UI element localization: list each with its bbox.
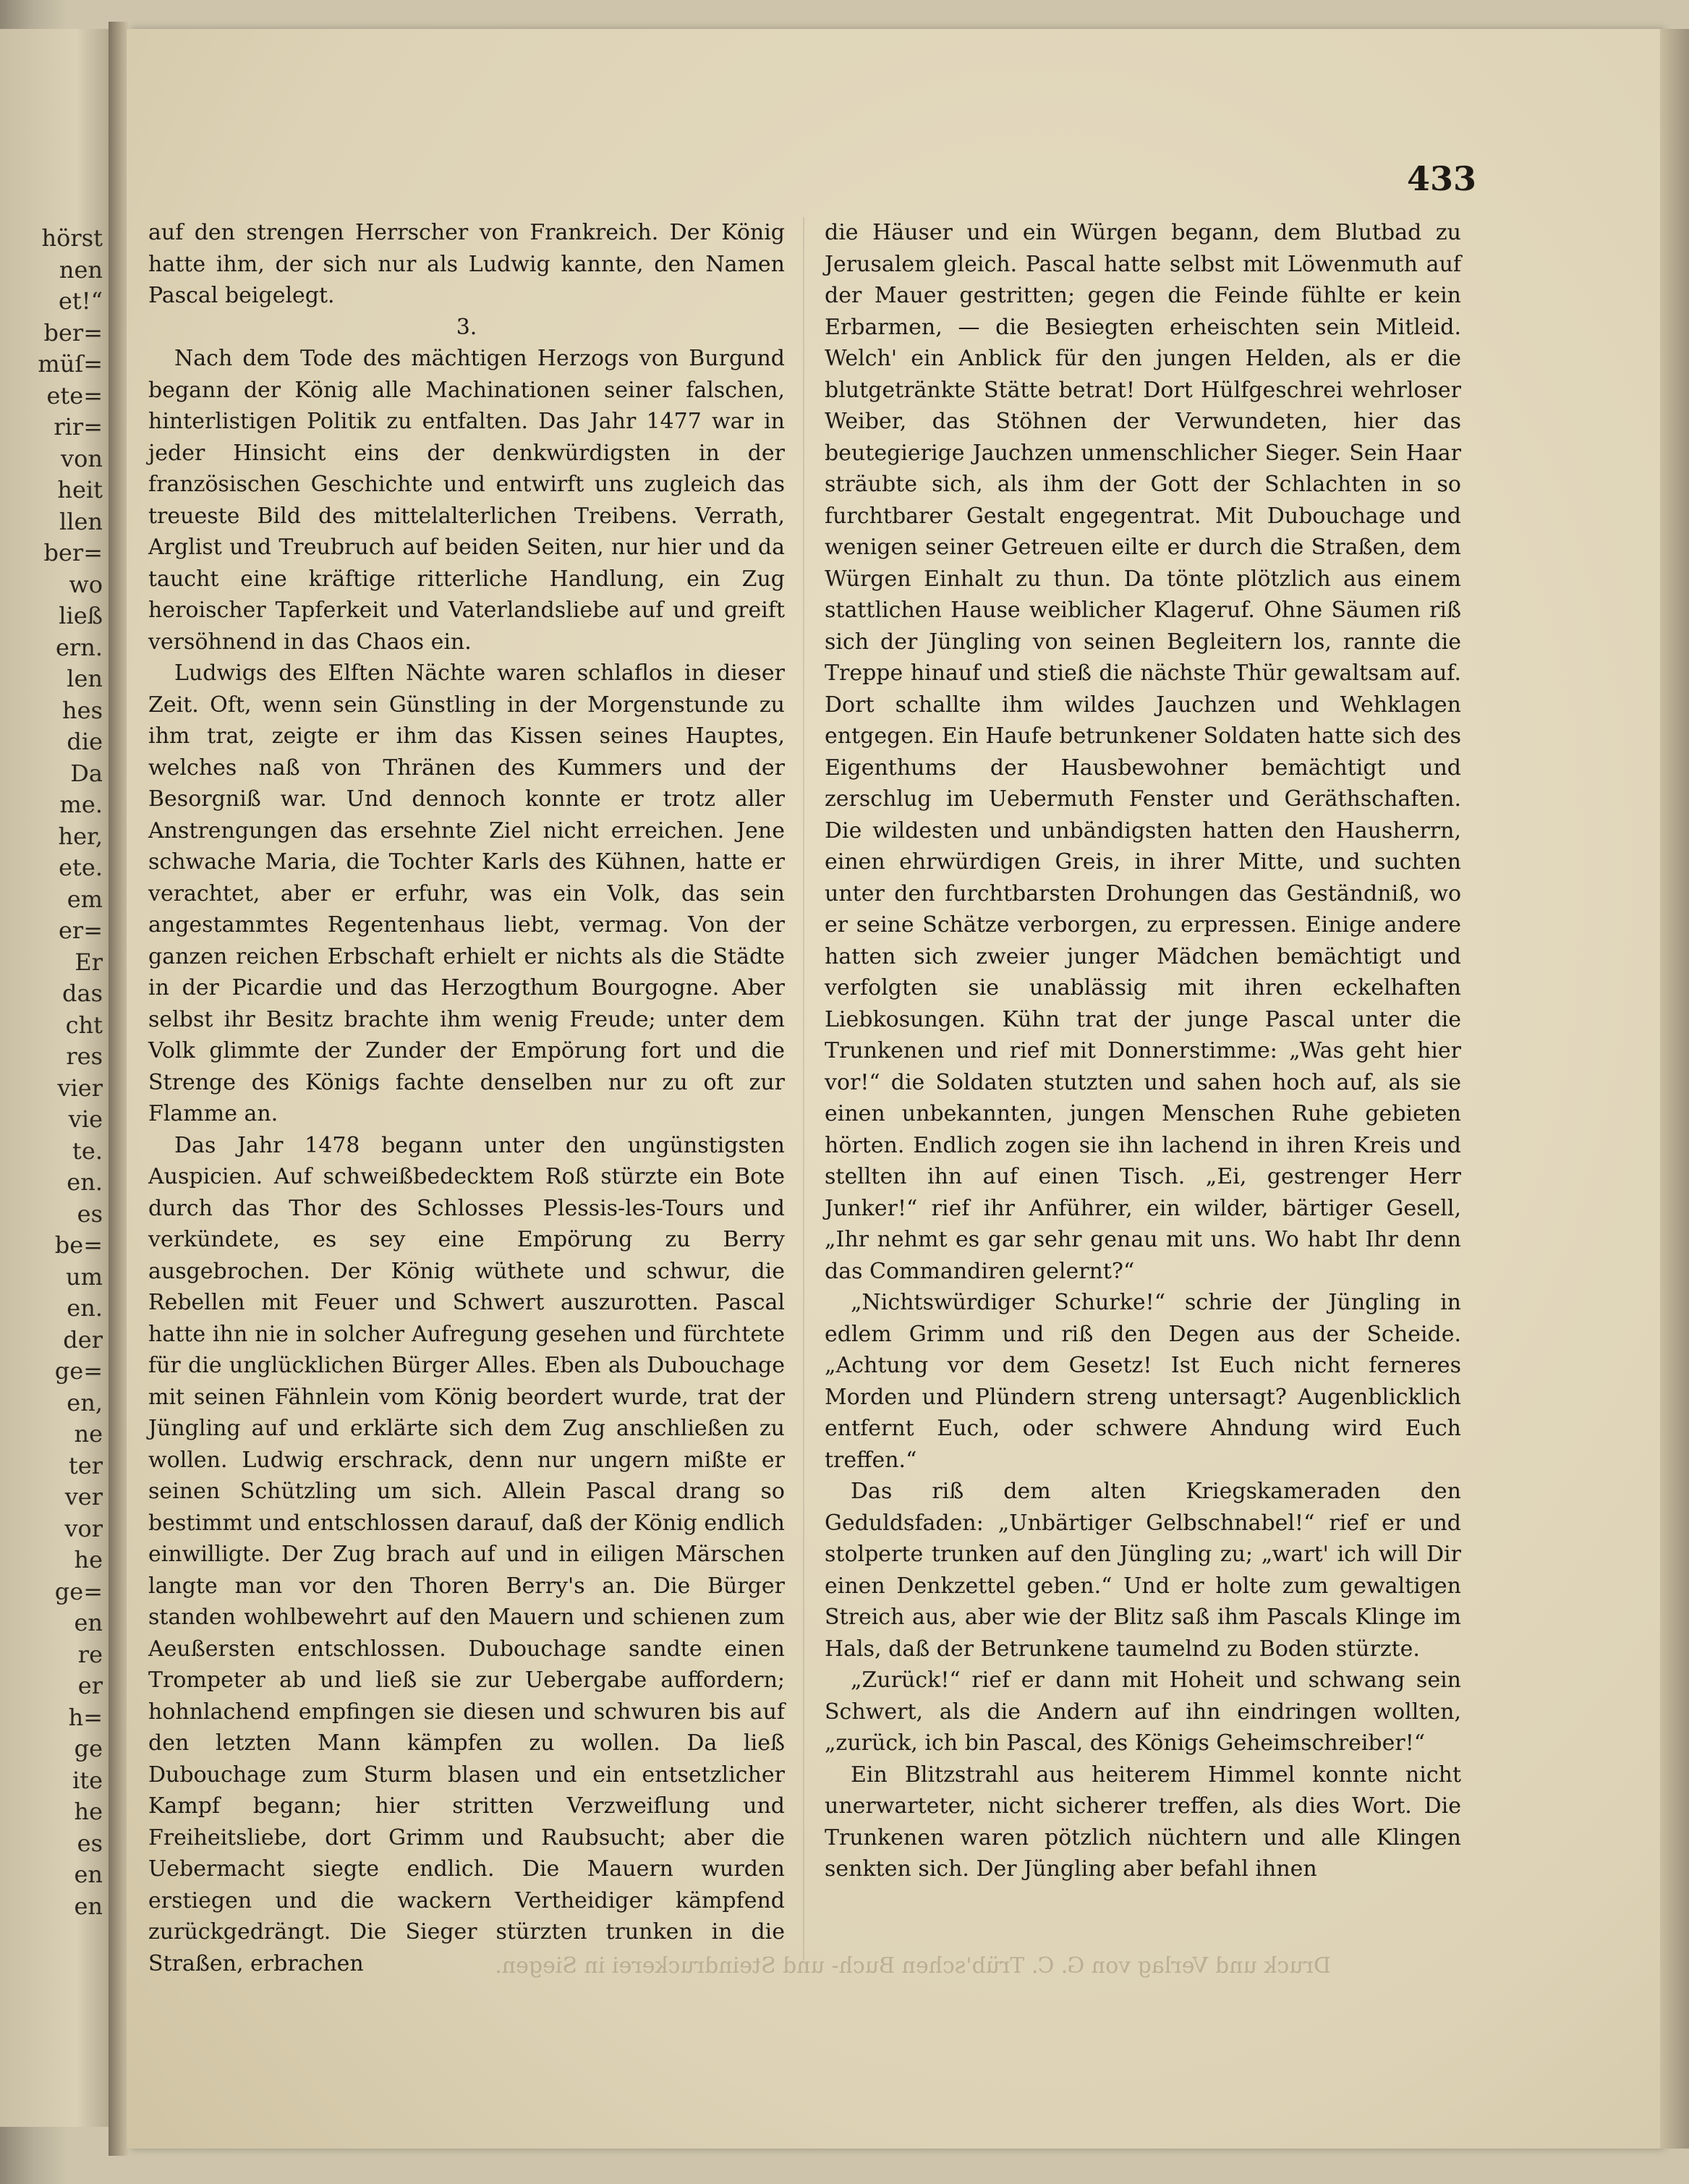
previous-page-text-fragment: wo [69,570,103,598]
previous-page-text-fragment: es [77,1829,103,1857]
previous-page-text-fragment: ter [68,1451,103,1479]
previous-page-text-fragment: ge= [54,1577,103,1605]
previous-page-text-fragment: nen [59,255,103,284]
right-column [825,217,1461,1885]
left-column [148,217,785,1979]
paragraph: Nach dem Tode des mächtigen Herzogs von Burgund begann der König alle Machinationen seiner falschen, hinterlistigen Politik zu entfalten. Das Jahr 1477 war in jeder Hinsicht eins der denkwürdigsten in der französischen Geschichte und entwirft uns zugleich das treueste Bild des mittelalterlichen Treibens. Verrath, Arglist und Treubruch auf beiden Seiten, nur hier und da taucht eine kräftige ritterliche Handlung, ein Zug heroischer Tapferkeit und Vaterlandsliebe auf und greift versöhnend in das Chaos ein. [148,346,785,655]
previous-page-edge [0,29,109,2127]
previous-page-text-fragment: von [61,444,103,472]
previous-page-text-fragment: Da [70,759,103,787]
previous-page-text-fragment: ber= [43,539,103,566]
previous-page-text-fragment: er= [58,917,103,944]
paragraph: „Nichtswürdiger Schurke!“ schrie der Jüngling in edlem Grimm und riß den Degen aus der Scheide. „Achtung vor dem Gesetz! Ist Euch nicht ferneres Morden und Plündern streng untersagt? Augenblicklich entfernt Euch, oder schwere Ahndung wird Euch treffen.“ [825,1290,1461,1473]
previous-page-text-fragment: vier [57,1074,103,1102]
previous-page-text-fragment: her, [58,822,103,850]
column-divider [803,217,804,1960]
previous-page-text-fragment: cht [65,1011,103,1039]
paragraph: Das Jahr 1478 begann unter den ungünstigsten Auspicien. Auf schweißbedecktem Roß stürzte ein Bote durch das Thor des Schlosses Plessis-les-Tours und verkündete, es sey eine Empörung zu Berry ausgebrochen. Der König wüthete und schwur, die Rebellen mit Feuer und Schwert auszurotten. Pascal hatte ihn nie in solcher Aufregung gesehen und fürchtete für die unglücklichen Bürger Alles. Eben als Dubouchage mit seinen Fähnlein vom König beordert wurde, trat der Jüngling auf und erklärte sich dem Zug anschließen zu wollen. Ludwig erschrack, denn nur ungern mißte er seinen Schützling um sich. Allein Pascal drang so bestimmt und entschlossen darauf, daß der König endlich einwilligte. Der Zug brach auf und in eiligen Märschen langte man vor den Thoren Berry's an. Die Bürger standen wohlbewehrt auf den Mauern und schienen zum Aeußersten entschlossen. Dubouchage sandte einen Trompeter ab und ließ sie zur Uebergabe auffordern; hohnlachend empfingen sie diesen und schwuren bis auf den letzten Mann kämpfen zu wollen. Da ließ Dubouchage zum Sturm blasen und ein entsetzlicher Kampf begann; hier stritten Verzweiflung und Freiheitsliebe, dort Grimm und Raubsucht; aber die Uebermacht siegte endlich. Die Mauern wurden erstiegen und die wackern Vertheidiger kämpfend zurückgedrängt. Die Sieger stürzten trunken in die Straßen, erbrachen [148,1132,785,1976]
previous-page-text-fragment: ge [74,1735,103,1762]
bleed-through-imprint: Druck und Verlag von G. C. Trüb'schen Buch- und Steindruckerei in Siegen. [495,1953,1331,1979]
previous-page-text-fragment: heit [57,476,103,503]
previous-page-text-fragment: müſ= [38,350,103,378]
previous-page-text-fragment: ver [64,1483,103,1510]
paragraph: Das riß dem alten Kriegskameraden den Geduldsfaden: „Unbärtiger Gelbschnabel!“ rief er und stolperte trunken auf den Jüngling zu; „wart' ich will Dir einen Denkzettel geben.“ Und er holte zum gewaltigen Streich aus, aber wie der Blitz saß ihm Pascals Klinge im Hals, daß der Betrunkene taumelnd zu Boden stürzte. [825,1479,1461,1662]
previous-page-text-fragment: re [77,1640,103,1668]
previous-page-text-fragment: en [74,1861,103,1888]
previous-page-text-fragment: h= [68,1703,103,1731]
previous-page-text-fragment: en. [67,1294,103,1322]
previous-page-text-fragment: len [67,665,103,692]
previous-page-text-fragment: es [77,1199,103,1228]
previous-page-text-fragment: be= [54,1231,103,1259]
previous-page-text-fragment: hörst [41,224,103,252]
previous-page-text-fragment: hes [62,696,103,724]
previous-page-text-fragment: ite [72,1766,103,1794]
previous-page-text-fragment: ne [74,1420,103,1448]
paragraph: auf den strengen Herrscher von Frankreich. Der König hatte ihm, der sich nur als Ludwig kannte, den Namen Pascal beigelegt. [148,220,785,308]
previous-page-text-fragment: rir= [54,413,103,441]
previous-page-text-fragment: en [74,1609,103,1636]
previous-page-text-fragment: er [77,1672,103,1699]
previous-page-text-fragment: te. [72,1136,103,1165]
previous-page-text-fragment: das [62,980,103,1007]
page-number: 433 [1407,159,1477,198]
previous-page-text-fragment: he [74,1798,103,1825]
previous-page-text-fragment: em [67,885,103,913]
previous-page-text-fragment: en. [67,1168,103,1196]
paragraph: „Zurück!“ rief er dann mit Hoheit und schwang sein Schwert, als die Andern auf ihn eindringen wollten, „zurück, ich bin Pascal, des Königs Geheimschreiber!“ [825,1667,1461,1756]
previous-page-text-fragment: Er [75,948,103,976]
paragraph: Ein Blitzstrahl aus heiterem Himmel konnte nicht unerwarteter, nicht sicherer treffen, als dies Wort. Die Trunkenen waren pötzlich nüchtern und alle Klingen senkten sich. Der Jüngling aber befahl ihnen [825,1762,1461,1882]
previous-page-text-fragment: vie [68,1105,103,1133]
previous-page-text-fragment: me. [59,791,103,818]
previous-page-text-fragment: res [66,1042,103,1070]
previous-page-text-fragment: ließ [59,602,103,629]
previous-page-text-fragment: en, [67,1388,103,1416]
paragraph: die Häuser und ein Würgen begann, dem Blutbad zu Jerusalem gleich. Pascal hatte selbst mit Löwenmuth auf der Mauer gestritten; gegen die Feinde fühlte er kein Erbarmen, — die Besiegten erheischten sein Mitleid. Welch' ein Anblick für den jungen Helden, als er die blutgetränkte Stätte betrat! Dort Hülfgeschrei wehrloser Weiber, das Stöhnen der Verwundeten, hier das beutegierige Jauchzen unmenschlicher Sieger. Sein Haar sträubte sich, als ihm der Gott der Schlachten in so furchtbarer Gestalt engegentrat. Mit Dubouchage und wenigen seiner Getreuen eilte er durch die Straßen, dem Würgen Einhalt zu thun. Da tönte plötzlich aus einem stattlichen Hause weiblicher Klageruf. Ohne Säumen riß sich der Jüngling von seinen Begleitern los, rannte die Treppe hinauf und stieß die nächste Thür gewaltsam auf. Dort schallte ihm wildes Jauchzen und Wehklagen entgegen. Ein Haufe betrunkener Soldaten hatte sich des Eigenthums der Hausbewohner bemächtigt und zerschlug im Uebermuth Fenster und Geräthschaften. Die wildesten und unbändigsten hatten den Hausherrn, einen ehrwürdigen Greis, in ihrer Mitte, und suchten unter den furchtbarsten Drohungen das Geständniß, wo er seine Schätze verborgen, zu erpressen. Einige andere hatten sich zweier junger Mädchen bemächtigt und verfolgten sie unablässig mit ihren eckelhaften Liebkosungen. Kühn trat der junge Pascal unter die Trunkenen und rief mit Donnerstimme: „Was geht hier vor!“ die Soldaten stutzten und sahen hoch auf, als sie einen unbekannten, jungen Menschen Ruhe gebieten hörten. Endlich zogen sie ihn lachend in ihren Kreis und stellten ihn auf einen Tisch. „Ei, gestrenger Herr Junker!“ rief ihr Anführer, ein wilder, bärtiger Gesell, „Ihr nehmt es gar sehr genau mit uns. Wo habt Ihr denn das Commandiren gelernt?“ [825,220,1461,1284]
previous-page-text-fragment: vor [64,1514,103,1542]
previous-page-text-fragment: der [63,1325,103,1354]
paragraph: Ludwigs des Elften Nächte waren schlaflos in dieser Zeit. Oft, wenn sein Günstling in der Morgenstunde zu ihm trat, zeigte er ihm das Kissen seines Hauptes, welches naß von Thränen des Kummers und der Besorgniß war. Und dennoch konnte er trotz aller Anstrengungen das ersehnte Ziel nicht erreichen. Jene schwache Maria, die Tochter Karls des Kühnen, hatte er verachtet, aber er erfuhr, was ein Volk, das sein angestammtes Regentenhaus liebt, vermag. Von der ganzen reichen Erbschaft erhielt er nichts als die Städte in der Picardie und das Herzogthum Bourgogne. Aber selbst ihr Besitz brachte ihm wenig Freude; unter dem Volk glimmte der Zunder der Empörung fort und die Strenge des Königs fachte denselben nur zu oft zur Flamme an. [148,660,785,1126]
previous-page-text-fragment: um [66,1262,103,1291]
previous-page-text-fragment: ge= [54,1357,103,1385]
previous-page-text-fragment: en [74,1892,103,1920]
section-number: 3. [456,314,477,340]
previous-page-text-fragment: llen [59,507,103,535]
previous-page-text-fragment: ber= [43,318,103,347]
previous-page-text-fragment: he [74,1546,103,1573]
previous-page-text-fragment: die [67,728,103,755]
previous-page-text-fragment: ete. [59,854,103,881]
previous-page-text-fragment: ete= [46,381,103,409]
previous-page-text-fragment: et!“ [58,287,103,315]
previous-page-text-fragment: ern. [55,633,103,661]
page-edge [1660,29,1689,2149]
